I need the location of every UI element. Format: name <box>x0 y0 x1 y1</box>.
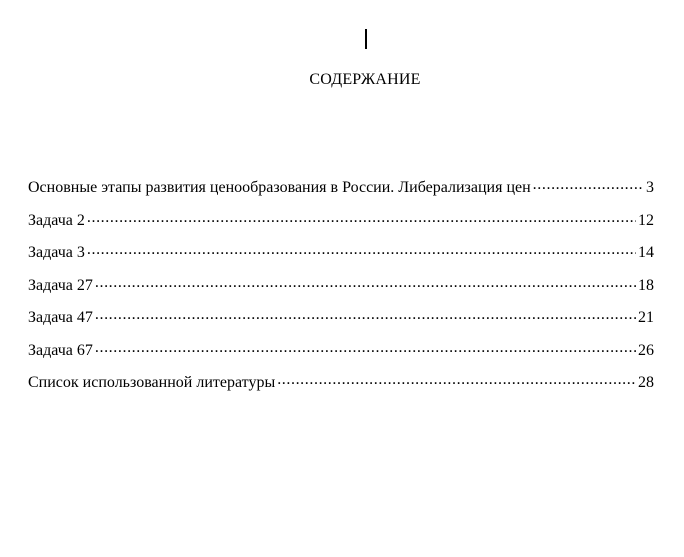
toc-entry[interactable] <box>28 371 654 404</box>
toc-page-number: 18 <box>638 276 654 294</box>
text-cursor <box>365 29 367 49</box>
toc-entry[interactable] <box>28 176 654 209</box>
toc-page-number: 28 <box>638 374 654 391</box>
toc-entry-title: Задача 27 <box>28 276 93 294</box>
toc-entry-title: Задача 3 <box>28 244 85 261</box>
toc-dot-leader <box>95 339 636 355</box>
toc-heading: СОДЕРЖАНИЕ <box>309 71 421 88</box>
toc-dot-leader <box>277 371 636 387</box>
toc-entry-title: Задача 47 <box>28 309 93 326</box>
toc-entry-title: Список использованной литературы <box>28 374 276 391</box>
toc-page-number: 12 <box>638 211 654 229</box>
toc-entry-title: Основные этапы развития ценообразования в России. Либерализация цен <box>28 179 531 196</box>
toc-page-number: 26 <box>638 341 654 359</box>
table-of-contents <box>28 176 654 404</box>
toc-page-number: 21 <box>638 309 654 326</box>
toc-entry-title: Задача 67 <box>28 341 93 359</box>
toc-dot-leader <box>87 209 636 225</box>
toc-dot-leader <box>87 241 636 257</box>
toc-page-number: 3 <box>646 179 654 196</box>
toc-entry[interactable] <box>28 241 654 274</box>
toc-page-number: 14 <box>638 244 654 261</box>
toc-entry[interactable] <box>28 274 654 307</box>
toc-dot-leader <box>95 306 636 322</box>
toc-entry-title: Задача 2 <box>28 211 85 229</box>
toc-dot-leader <box>95 274 636 290</box>
toc-dot-leader <box>533 176 644 192</box>
toc-entry[interactable] <box>28 339 654 372</box>
toc-entry[interactable] <box>28 209 654 242</box>
toc-entry[interactable] <box>28 306 654 339</box>
